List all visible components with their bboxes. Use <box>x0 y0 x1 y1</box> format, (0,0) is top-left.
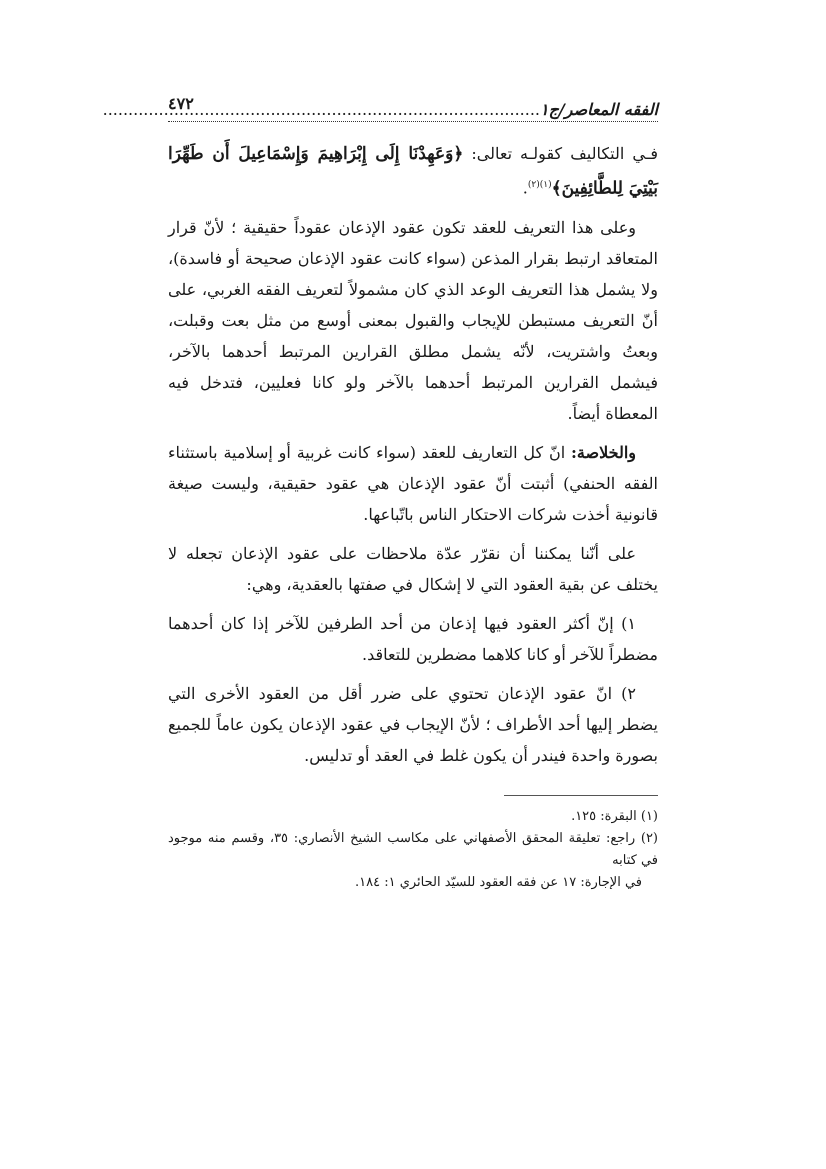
summary-label: والخلاصة: <box>571 443 636 463</box>
page-number: ٤٧٢ <box>168 94 194 113</box>
verse-intro: فـي التكاليف كقولـه تعالى: <box>463 144 659 163</box>
footnote-2-continued: في الإجارة: ١٧ عن فقه العقود للسيّد الحائري ١: ١٨٤. <box>354 875 642 891</box>
book-page <box>168 92 658 894</box>
list-item-2: ٢) انّ عقود الإذعان تحتوي على ضرر أقل من العقود الأخرى التي يضطر إليها أحد الأطراف ؛ لأنّ الإيجاب في عقود الإذعان يكون عاماً للجميع بصورة واحدة فيندر أن يكون غلط في العقد أو تدليس. <box>168 684 658 766</box>
header-rule <box>168 121 658 122</box>
footnote-1: (١) البقرة: ١٢٥. <box>571 809 658 825</box>
header-title: الفقه المعاصر/ج١ ..... <box>103 100 658 119</box>
running-header <box>168 92 658 124</box>
footnote-separator <box>504 795 658 796</box>
footnote-refs: (١)(٢) <box>527 180 552 190</box>
paragraph-summary <box>168 437 658 530</box>
list-item-1: ١) إنّ أكثر العقود فيها إذعان من أحد الطرفين للآخر إذا كان أحدهما مضطراً للآخر أو كانا كلاهما مضطرين للتعاقد. <box>168 614 658 665</box>
verse-end: . <box>522 178 528 198</box>
paragraph-definition: وعلى هذا التعريف للعقد تكون عقود الإذعان عقوداً حقيقية ؛ لأنّ قرار المتعاقد ارتبط بقرار المذعن (سواء كانت عقود الإذعان صحيحة أو فاسدة)، ولا يشمل هذا التعريف الوعد الذي كان مشمولاً لتعريف الفقه الغربي، على أنّ التعريف مستبطن للإيجاب والقبول بمعنى أوسع من مثل بعت وقبلت، وبعتُ واشتريت، لأنّه يشمل مطلق القرارين المرتبط أحدهما بالآخر، فيشمل القرارين المرتبط أحدهما بالآخر ولو كانا فعليين، فتدخل فيه المعطاة أيضاً. <box>168 218 658 424</box>
footnote-2: (٢) راجع: تعليقة المحقق الأصفهاني على مكاسب الشيخ الأنصاري: ٣٥، وقسم منه موجود في كتابه <box>168 831 658 869</box>
body-text <box>168 138 658 771</box>
paragraph-verse <box>168 138 658 204</box>
footnotes <box>168 806 658 894</box>
summary-text: انّ كل التعاريف للعقد (سواء كانت غربية أو إسلامية باستثناء الفقه الحنفي) أثبتت أنّ عقود الإذعان هي عقود حقيقية، وليست صيغة قانونية أخذت شركات الاحتكار الناس باتّباعها. <box>168 443 659 525</box>
quran-verse: ﴿وَعَهِدْنَا إِلَى إِبْرَاهِيمَ وَإِسْمَاعِيلَ أَن طَهِّرَا بَيْتِيَ لِلطَّائِفِينَ﴾ <box>168 144 658 199</box>
paragraph-observations: على أنّنا يمكننا أن نقرّر عدّة ملاحظات على عقود الإذعان تجعله لا يختلف عن بقية العقود التي لا إشكال في صفتها بالعقدية، وهي: <box>168 544 658 595</box>
